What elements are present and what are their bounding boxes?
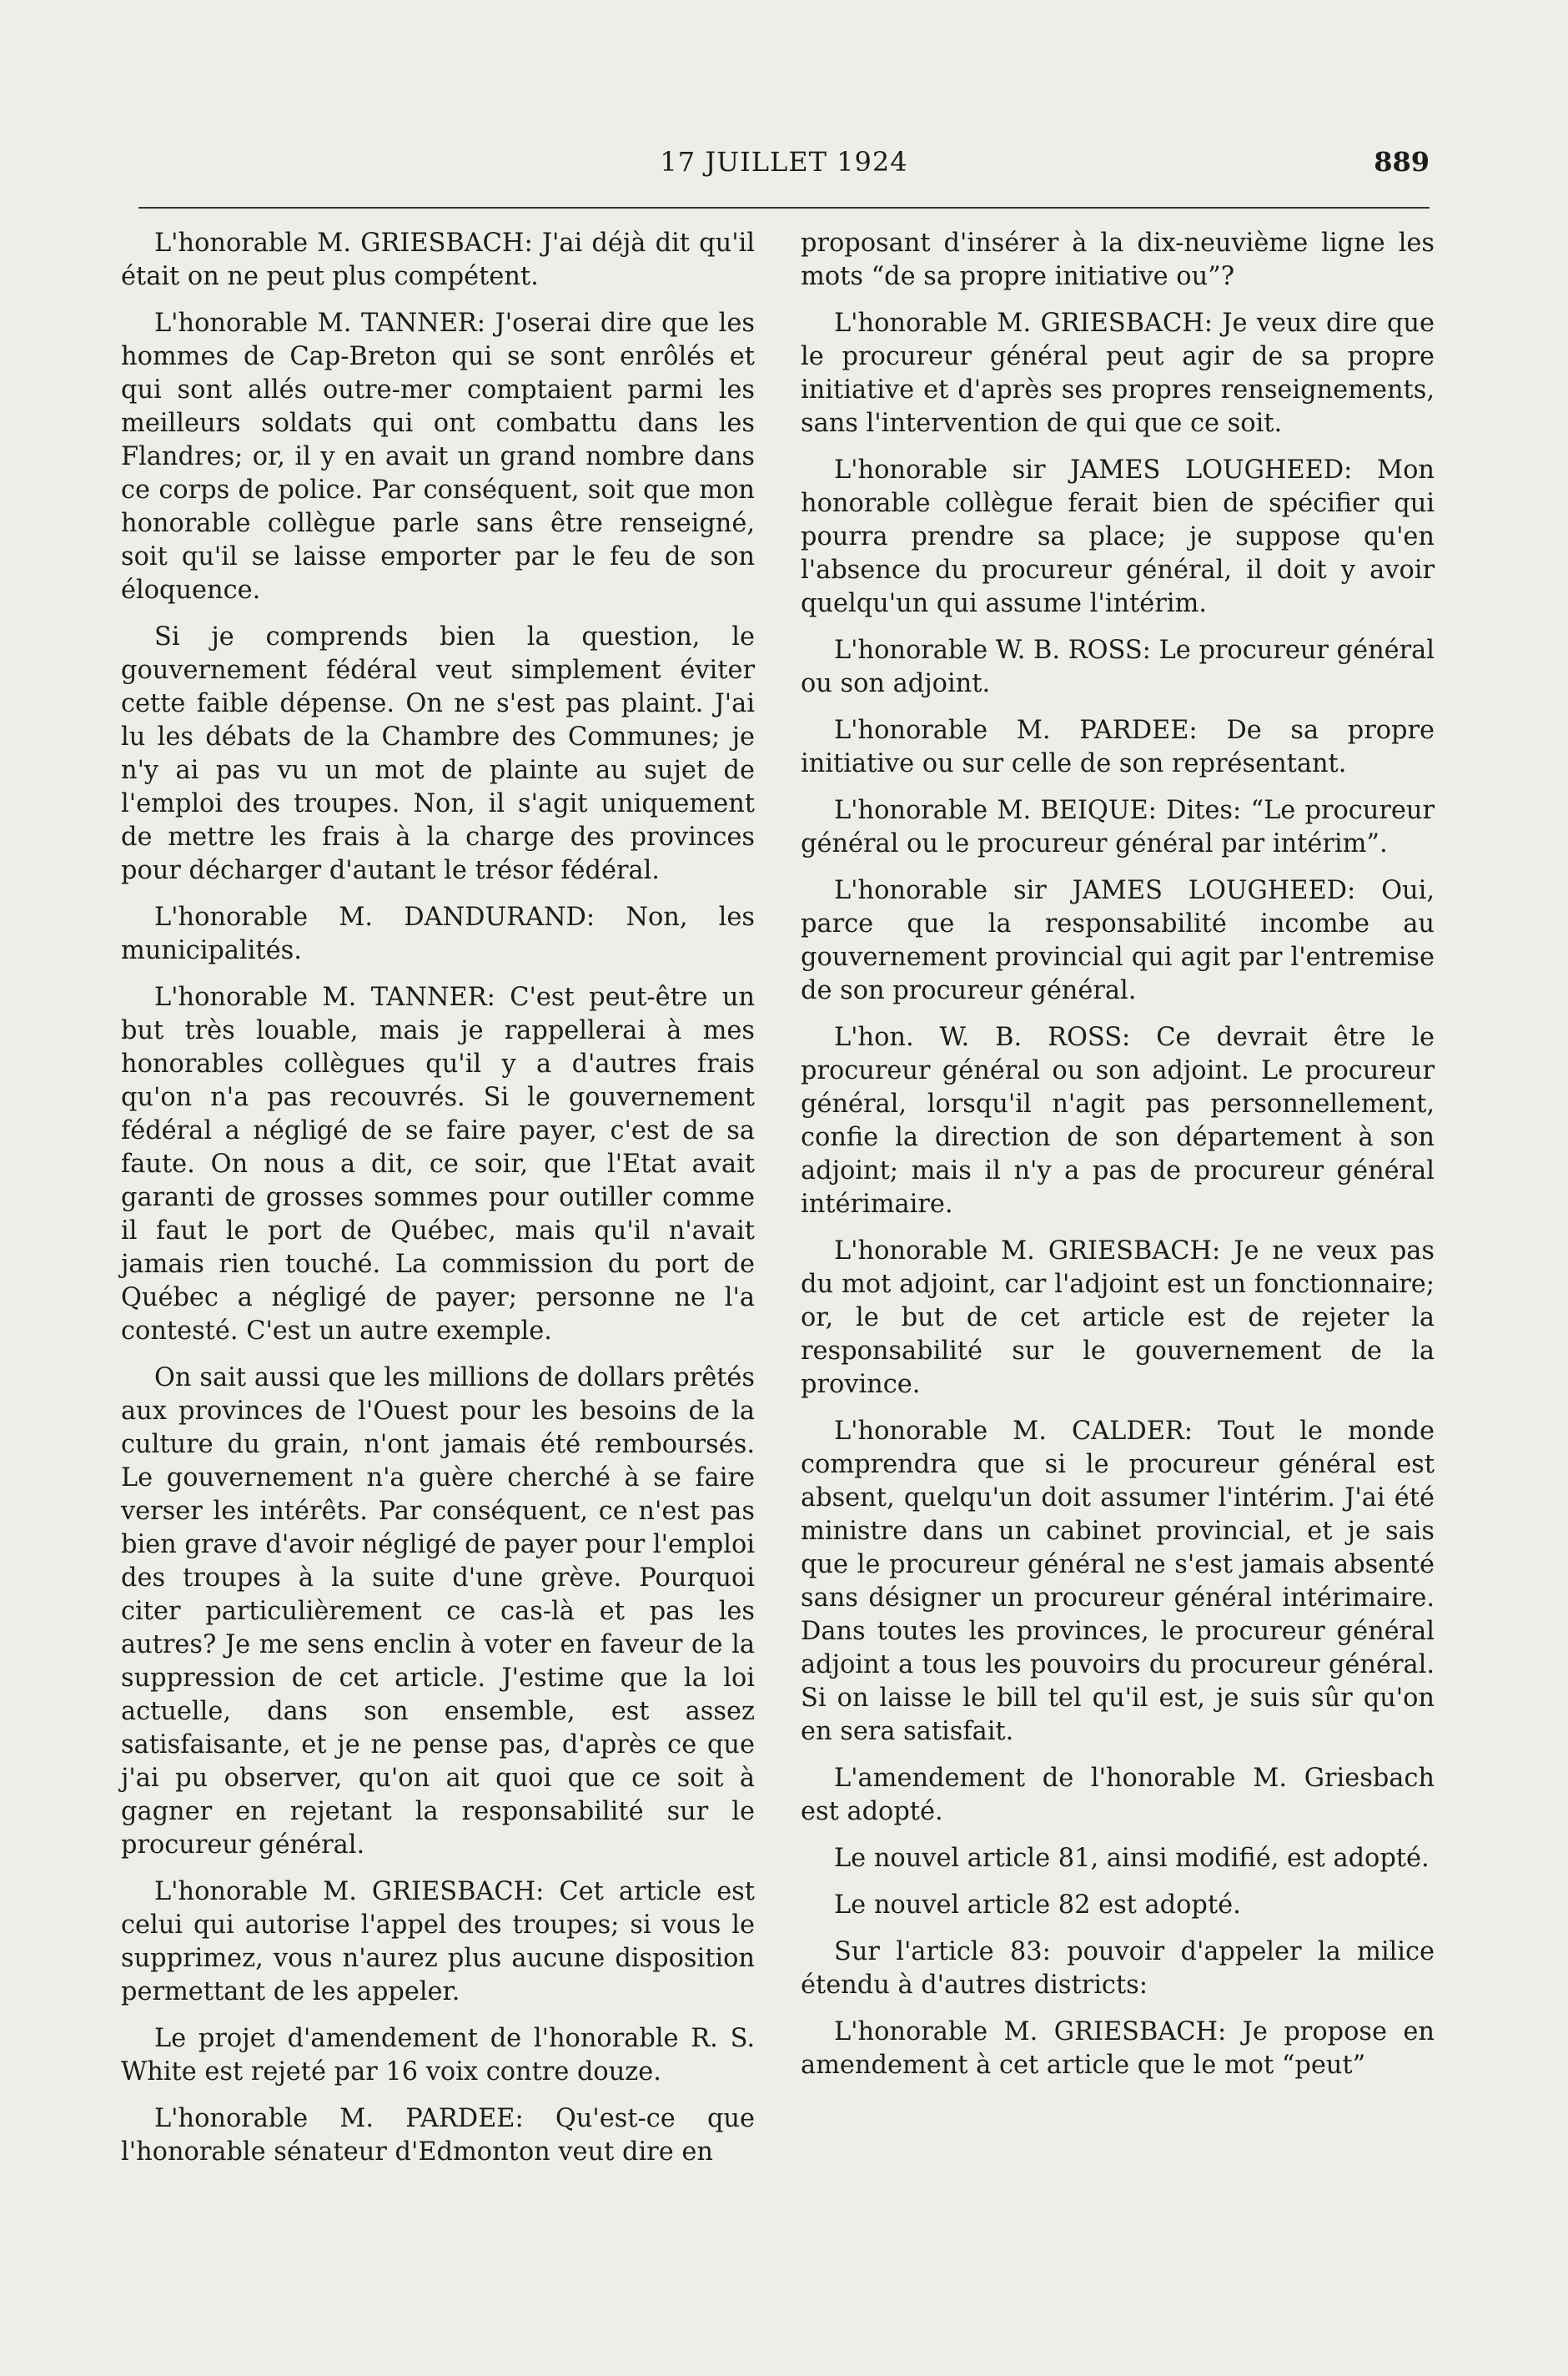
paragraph: L'honorable M. CALDER: Tout le monde comprendra que si le procureur général est absent, quelqu'un doit assumer l'intérim. J'ai été ministre dans un cabinet provincial, et je sais que le procureur général ne s'est jamais absenté sans désigner un procureur général intérimaire. Dans toutes les provinces, le procureur général adjoint a tous les pouvoirs du procureur général. Si on laisse le bill tel qu'il est, je suis sûr qu'on en sera satisfait.: [801, 1417, 1435, 1746]
paragraph: L'honorable M. GRIESBACH: Je ne veux pas du mot adjoint, car l'adjoint est un fonctionnaire; or, le but de cet article est de rejeter la responsabilité sur le gouvernement de la province.: [801, 1236, 1435, 1399]
left-column: [121, 227, 755, 2182]
paragraph: L'honorable M. TANNER: C'est peut-être un but très louable, mais je rappellerai à mes honorables collègues qu'il y a d'autres frais qu'on n'a pas recouvrés. Si le gouvernement fédéral a négligé de se faire payer, c'est de sa faute. On nous a dit, ce soir, que l'Etat avait garanti de grosses sommes pour outiller comme il faut le port de Québec, mais qu'il n'avait jamais rien touché. La commission du port de Québec a négligé de payer; personne ne l'a contesté. C'est un autre exemple.: [121, 983, 755, 1346]
header-rule: [138, 207, 1430, 209]
paragraph: L'honorable M. GRIESBACH: Je propose en amendement à cet article que le mot “peut”: [801, 2017, 1435, 2080]
paragraph: L'honorable M. GRIESBACH: Cet article est celui qui autorise l'appel des troupes; si vous le supprimez, vous n'aurez plus aucune disposition permettant de les appeler.: [121, 1877, 755, 2006]
paragraph: L'honorable M. GRIESBACH: J'ai déjà dit qu'il était on ne peut plus compétent.: [121, 229, 755, 291]
right-column: [801, 227, 1435, 2096]
paragraph: L'amendement de l'honorable M. Griesbach est adopté.: [801, 1764, 1435, 1826]
paragraph: L'hon. W. B. ROSS: Ce devrait être le procureur général ou son adjoint. Le procureur général, lorsqu'il n'agit pas personnellement, confie la direction de son département à son adjoint; mais il n'y a pas de procureur général intérimaire.: [801, 1023, 1435, 1219]
paragraph: L'honorable W. B. ROSS: Le procureur général ou son adjoint.: [801, 636, 1435, 698]
paragraph: Le projet d'amendement de l'honorable R. S. White est rejeté par 16 voix contre douze.: [121, 2024, 755, 2087]
paragraph: Le nouvel article 82 est adopté.: [834, 1890, 1241, 1920]
paragraph: L'honorable sir JAMES LOUGHEED: Mon honorable collègue ferait bien de spécifier qui pourra prendre sa place; je suppose qu'en l'absence du procureur général, il doit y avoir quelqu'un qui assume l'intérim.: [801, 456, 1435, 618]
paragraph: L'honorable M. DANDURAND: Non, les municipalités.: [121, 903, 755, 965]
paragraph-continued: proposant d'insérer à la dix-neuvième ligne les mots “de sa propre initiative ou”?: [801, 229, 1435, 291]
paragraph: L'honorable sir JAMES LOUGHEED: Oui, parce que la responsabilité incombe au gouvernement provincial qui agit par l'entremise de son procureur général.: [801, 876, 1435, 1005]
page-number: 889: [1374, 146, 1430, 178]
paragraph: Le nouvel article 81, ainsi modifié, est adopté.: [834, 1844, 1430, 1873]
paragraph: L'honorable M. PARDEE: De sa propre initiative ou sur celle de son représentant.: [801, 716, 1435, 778]
paragraph: L'honorable M. TANNER: J'oserai dire que les hommes de Cap-Breton qui se sont enrôlés et qui sont allés outre-mer comptaient parmi les meilleurs soldats qui ont combattu dans les Flandres; or, il y en avait un grand nombre dans ce corps de police. Par conséquent, soit que mon honorable collègue parle sans être renseigné, soit qu'il se laisse emporter par le feu de son éloquence.: [121, 309, 755, 605]
running-header: [138, 146, 1430, 183]
header-date: 17 JUILLET 1924: [660, 146, 908, 178]
paragraph: L'honorable M. PARDEE: Qu'est-ce que l'honorable sénateur d'Edmonton veut dire en: [121, 2104, 755, 2167]
paragraph: Sur l'article 83: pouvoir d'appeler la milice étendu à d'autres districts:: [801, 1937, 1435, 2000]
paragraph: Si je comprends bien la question, le gouvernement fédéral veut simplement éviter cette faible dépense. On ne s'est pas plaint. J'ai lu les débats de la Chambre des Communes; je n'y ai pas vu un mot de plainte au sujet de l'emploi des troupes. Non, il s'agit uniquement de mettre les frais à la charge des provinces pour décharger d'autant le trésor fédéral.: [121, 622, 755, 885]
paragraph: On sait aussi que les millions de dollars prêtés aux provinces de l'Ouest pour les besoins de la culture du grain, n'ont jamais été remboursés. Le gouvernement n'a guère cherché à se faire verser les intérêts. Par conséquent, ce n'est pas bien grave d'avoir négligé de payer pour l'emploi des troupes à la suite d'une grève. Pourquoi citer particulièrement ce cas-là et pas les autres? Je me sens enclin à voter en faveur de la suppression de cet article. J'estime que la loi actuelle, dans son ensemble, est assez satisfaisante, et je ne pense pas, d'après ce que j'ai pu observer, qu'on ait quoi que ce soit à gagner en rejetant la responsabilité sur le procureur général.: [121, 1363, 755, 1860]
paragraph: L'honorable M. BEIQUE: Dites: “Le procureur général ou le procureur général par intérim”.: [801, 796, 1435, 858]
paragraph: L'honorable M. GRIESBACH: Je veux dire que le procureur général peut agir de sa propre initiative et d'après ses propres renseignements, sans l'intervention de qui que ce soit.: [801, 309, 1435, 438]
